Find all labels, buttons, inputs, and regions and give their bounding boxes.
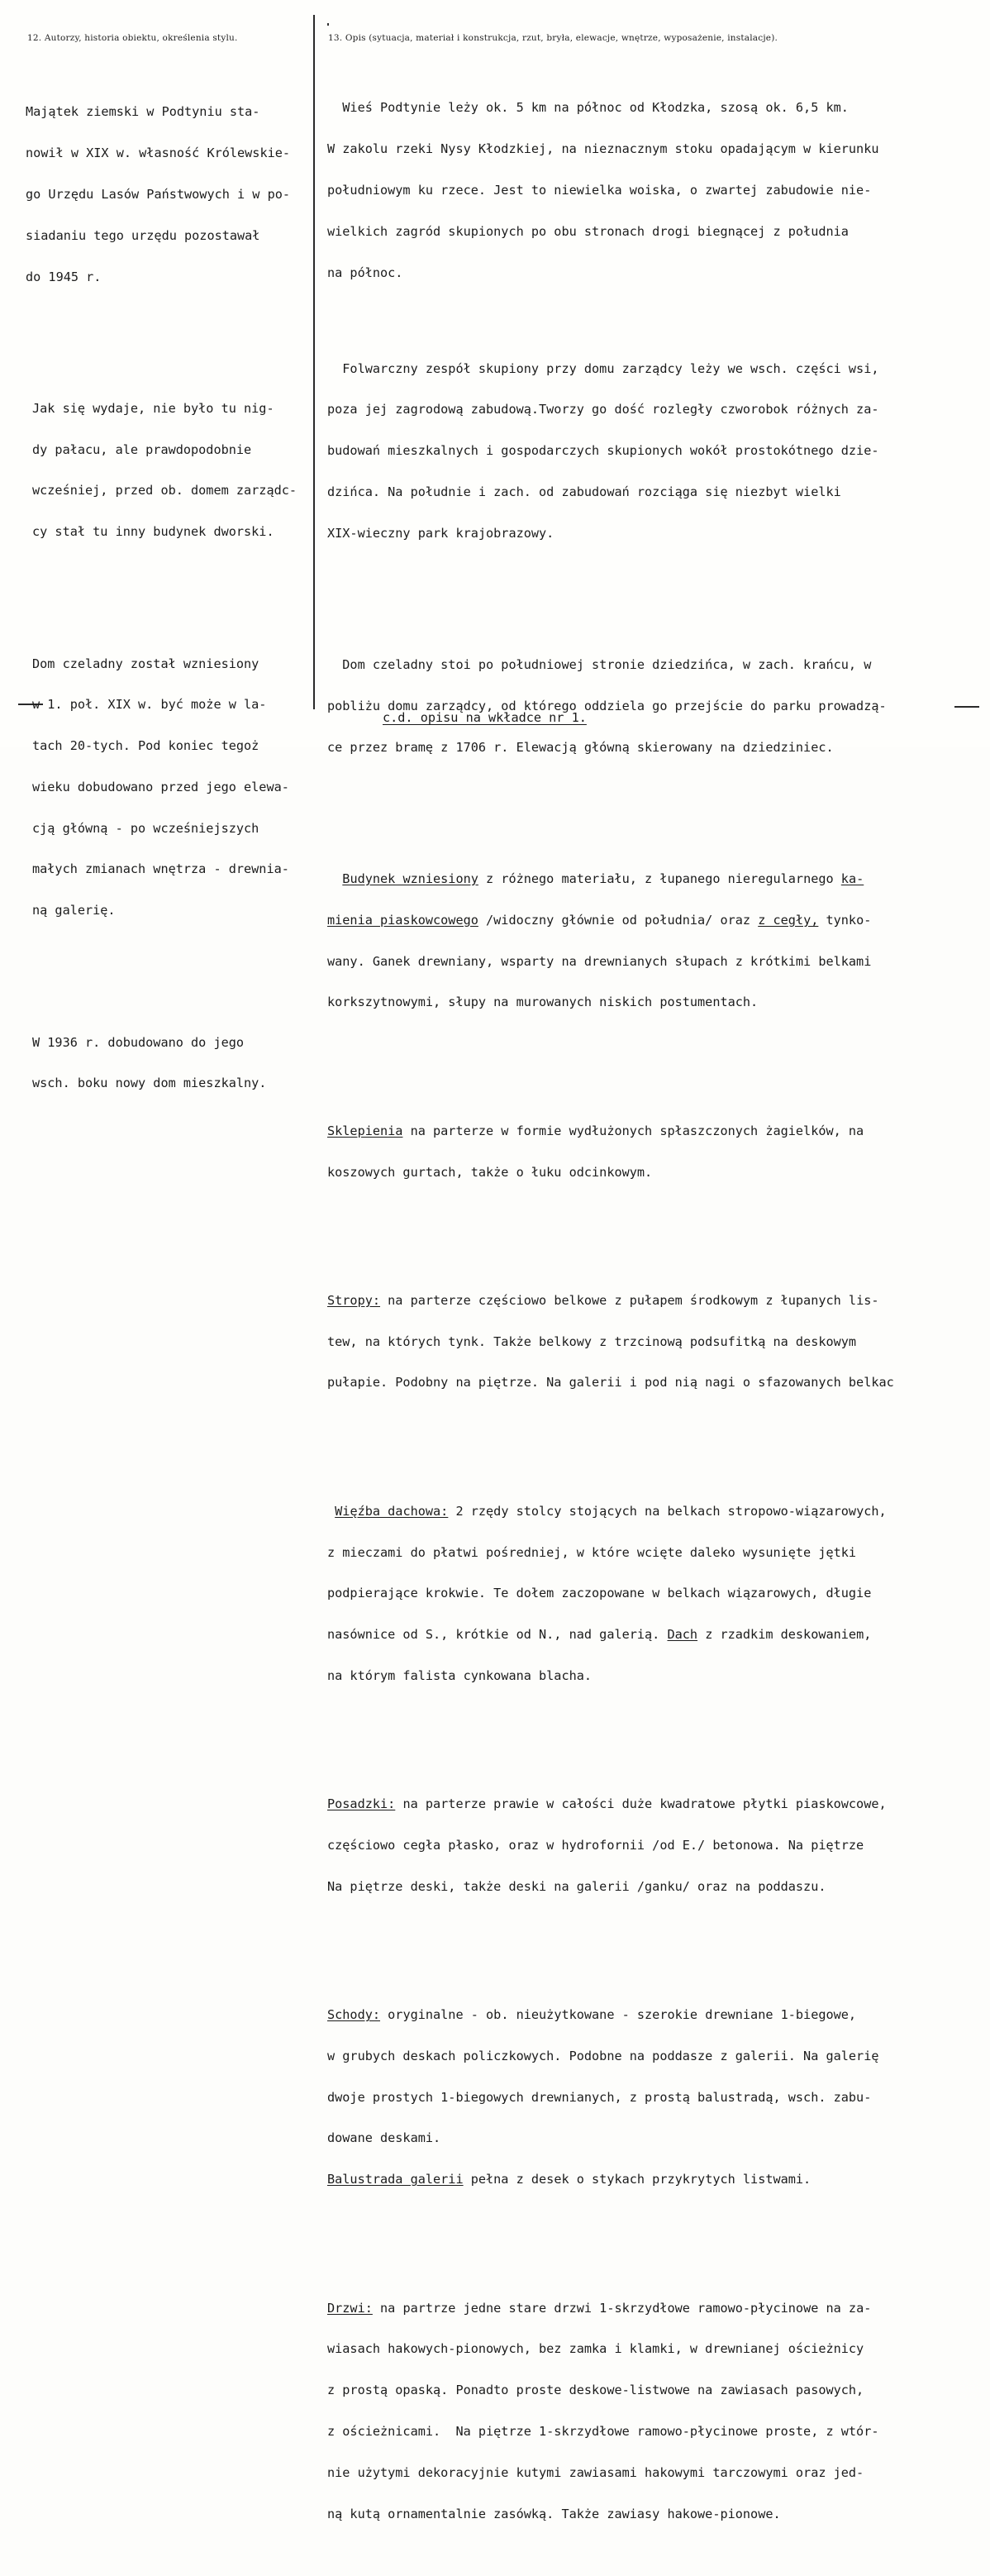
text-line: nasównice od S., krótkie od N., nad galerią. Dach z rzadkim deskowaniem,: [327, 1627, 872, 1643]
column-divider: [313, 15, 315, 709]
text-line: dzińca. Na południe i zach. od zabudowań rozciąga się niezbyt wielki: [327, 484, 841, 499]
text-line: Więźba dachowa: 2 rzędy stolcy stojących na belkach stropowo-wiązarowych,: [335, 1503, 887, 1519]
text-line: Wieś Podtynie leży ok. 5 km na północ od Kłodzka, szosą ok. 6,5 km.: [327, 100, 849, 116]
text-line: do 1945 r.: [26, 269, 102, 284]
text-line: ce przez bramę z 1706 r. Elewacją główną skierowany na dziedziniec.: [327, 739, 834, 755]
history-paragraph-3: [26, 629, 311, 945]
text-line: Dom czeladny został wzniesiony: [32, 656, 259, 671]
top-tick-mark: [327, 23, 329, 26]
ceilings-paragraph: [327, 1267, 984, 1418]
text-line: ną kutą ornamentalnie zasówką. Także zawiasy hakowe-pionowe.: [327, 2506, 781, 2521]
text-line: wiasach hakowych-pionowych, bez zamka i klamki, w drewnianej ościeżnicy: [327, 2341, 864, 2357]
text-line: Stropy: na parterze częściowo belkowe z pułapem środkowym z łupanych lis-: [327, 1292, 879, 1308]
text-line: W 1936 r. dobudowano do jego: [32, 1034, 245, 1050]
text-line: w 1. poł. XIX w. być może w la-: [32, 697, 267, 713]
text-line: południowym ku rzece. Jest to niewielka woiska, o zwartej zabudowie nie-: [327, 182, 872, 198]
history-paragraph-2: [26, 374, 311, 566]
text-line: budowań mieszkalnych i gospodarczych skupionych wokół prostokótnego dzie-: [327, 443, 879, 459]
text-line: Folwarczny zespół skupiony przy domu zarządcy leży we wsch. części wsi,: [327, 360, 879, 376]
history-column: [26, 50, 311, 1145]
floors-paragraph: [327, 1770, 984, 1921]
description-column: [327, 46, 984, 2575]
text-line: z ościeżnicami. Na piętrze 1-skrzydłowe ramowo-płycinowe proste, z wtór-: [327, 2423, 879, 2439]
text-line: Jak się wydaje, nie było tu nig-: [32, 400, 274, 416]
building-location-paragraph: [327, 631, 984, 782]
location-paragraph: [327, 74, 984, 307]
text-line: dowane deskami.: [327, 2130, 441, 2146]
doors-paragraph: [327, 2273, 984, 2548]
vaults-paragraph: [327, 1097, 984, 1207]
text-line: ną galerię.: [32, 903, 116, 918]
materials-paragraph: [327, 845, 984, 1037]
text-line: W zakolu rzeki Nysy Kłodzkiej, na nieznacznym stoku opadającym w kierunku: [327, 141, 879, 157]
text-line: z mieczami do płatwi pośredniej, w które wcięte daleko wysunięte jętki: [327, 1544, 857, 1560]
text-line: wsch. boku nowy dom mieszkalny.: [32, 1076, 267, 1091]
text-line: Posadzki: na parterze prawie w całości duże kwadratowe płytki piaskowcowe,: [327, 1796, 887, 1812]
text-line: z prostą opaską. Ponadto proste deskowe-listwowe na zawiasach pasowych,: [327, 2383, 864, 2398]
roof-truss-paragraph: [327, 1477, 984, 1710]
right-section-heading: 13. Opis (sytuacja, materiał i konstrukcja, rzut, bryła, elewacje, wnętrze, wyposażenie, instalacje).: [328, 33, 778, 43]
text-line: siadaniu tego urzędu pozostawał: [26, 227, 260, 243]
continuation-note: c.d. opisu na wkładce nr 1.: [383, 710, 587, 725]
text-line: Sklepienia na parterze w formie wydłużonych spłaszczonych żagielków, na: [327, 1123, 864, 1138]
history-paragraph-1: [26, 78, 311, 311]
text-line: Dom czeladny stoi po południowej stronie dziedzińca, w zach. krańcu, w: [327, 657, 872, 673]
text-line: dwoje prostych 1-biegowych drewnianych, z prostą balustradą, wsch. zabu-: [327, 2089, 872, 2105]
estate-paragraph: [327, 334, 984, 567]
text-line: nie użytymi dekoracyjnie kutymi zawiasami hakowymi tarczowymi oraz jed-: [327, 2464, 864, 2480]
text-line: Balustrada galerii pełna z desek o stykach przykrytych listwami.: [327, 2172, 812, 2187]
text-line: wielkich zagród skupionych po obu stronach drogi biegnącej z południa: [327, 223, 849, 239]
text-line: Majątek ziemski w Podtyniu sta-: [26, 104, 260, 120]
text-line: korkszytnowymi, słupy na murowanych niskich postumentach.: [327, 995, 759, 1010]
text-line: częściowo cegła płasko, oraz w hydrofornii /od E./ betonowa. Na piętrze: [327, 1838, 864, 1853]
text-line: dy pałacu, ale prawdopodobnie: [32, 441, 252, 457]
text-line: Budynek wzniesiony z różnego materiału, z łupanego nieregularnego ka-: [342, 871, 864, 887]
text-line: mienia piaskowcowego /widoczny głównie od południa/ oraz z cegły, tynko-: [327, 912, 872, 928]
text-line: XIX-wieczny park krajobrazowy.: [327, 525, 554, 541]
text-line: cy stał tu inny budynek dworski.: [32, 524, 274, 540]
text-line: małych zmianach wnętrza - drewnia-: [32, 861, 289, 877]
text-line: Schody: oryginalne - ob. nieużytkowane - szerokie drewniane 1-biegowe,: [327, 2007, 857, 2023]
left-section-heading: 12. Autorzy, historia obiektu, określenia stylu.: [27, 33, 238, 43]
text-line: pułapie. Podobny na piętrze. Na galerii i pod nią nagi o sfazowanych belkac: [327, 1375, 894, 1391]
text-line: na którym falista cynkowana blacha.: [327, 1667, 593, 1683]
text-line: go Urzędu Lasów Państwowych i w po-: [26, 186, 291, 202]
text-line: poza jej zagrodową zabudową.Tworzy go dość rozległy czworobok różnych za-: [327, 402, 879, 417]
text-line: wieku dobudowano przed jego elewa-: [32, 779, 289, 794]
text-line: wcześniej, przed ob. domem zarządc-: [32, 483, 297, 499]
history-paragraph-4: [26, 1008, 311, 1118]
text-line: Drzwi: na partrze jedne stare drzwi 1-skrzydłowe ramowo-płycinowe na za-: [327, 2300, 872, 2316]
text-line: nowił w XIX w. własność Królewskie-: [26, 145, 291, 161]
text-line: koszowych gurtach, także o łuku odcinkowym.: [327, 1164, 653, 1180]
text-line: cją główną - po wcześniejszych: [32, 820, 259, 836]
text-line: wany. Ganek drewniany, wsparty na drewnianych słupach z krótkimi belkami: [327, 953, 872, 969]
text-line: tach 20-tych. Pod koniec tegoż: [32, 738, 259, 754]
text-line: na północ.: [327, 265, 403, 280]
text-line: podpierające krokwie. Te dołem zaczopowane w belkach wiązarowych, długie: [327, 1586, 872, 1601]
text-line: tew, na których tynk. Także belkowy z trzcinową podsufitką na deskowym: [327, 1333, 857, 1349]
text-line: pobliżu domu zarządcy, od którego oddziela go przejście do parku prowadzą-: [327, 698, 887, 713]
text-line: Na piętrze deski, także deski na galerii /ganku/ oraz na poddaszu.: [327, 1878, 826, 1894]
text-line: w grubych deskach policzkowych. Podobne na poddasze z galerii. Na galerię: [327, 2048, 879, 2063]
stairs-paragraph: [327, 1981, 984, 2214]
